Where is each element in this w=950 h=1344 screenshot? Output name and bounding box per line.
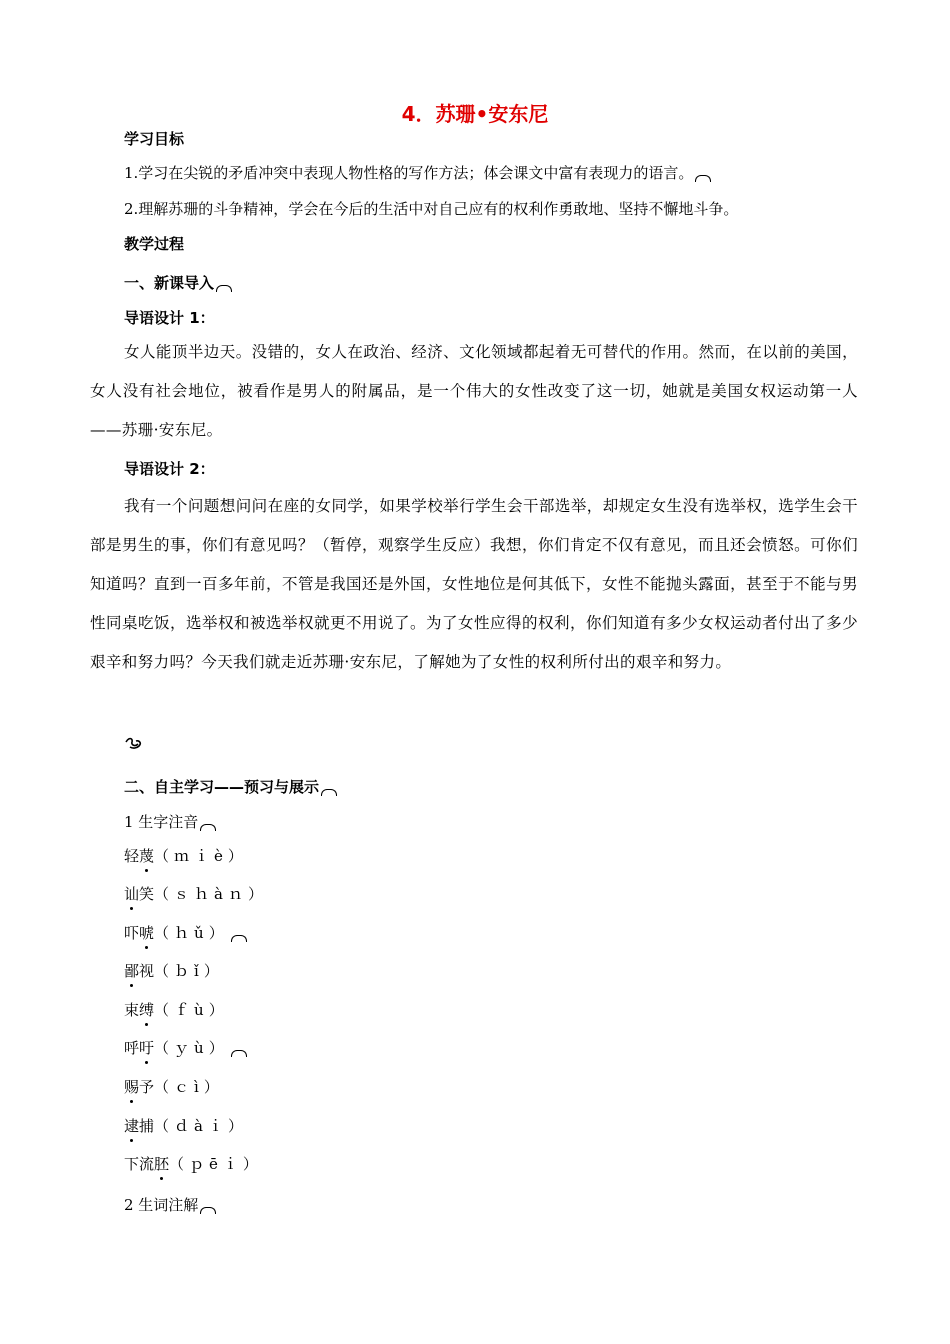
vocab-word: 束 [124,1001,140,1019]
glossary-heading-text: 2 生词注解 [124,1196,199,1214]
vocab-item [124,1115,248,1137]
section-heading-text: 一、新课导入 [124,274,215,292]
glossary-heading [124,1194,216,1216]
vocab-item [124,1076,224,1098]
objective-text: 1.学习在尖锐的矛盾冲突中表现人物性格的写作方法；体会课文中富有表现力的语言。 [124,164,694,182]
vocab-target-char: 讪 [124,885,140,903]
paragraph-mark-icon [216,285,232,292]
vocab-pinyin: （ｙù） [154,1039,229,1057]
vocab-target-char: 缚 [139,1001,155,1019]
intro-paragraph: 我有一个问题想问问在座的女同学，如果学校举行学生会干部选举，却规定女生没有选举权，选学生会干部是男生的事，你们有意见吗？（暂停，观察学生反应）我想，你们肯定不仅有意见，而且还会愤怒。可你们知道吗？直到一百多年前，不管是我国还是外国，女性地位是何其低下，女性不能抛头露面，甚至于不能与男性同桌吃饭，选举权和被选举权就更不用说了。为了女性应得的权利，你们知道有多少女权运动者付出了多少艰辛和努力吗？今天我们就走近苏珊·安东尼，了解她为了女性的权利所付出的艰辛和努力。 [90,497,858,671]
vocab-word: 予 [139,1078,155,1096]
vocab-word: 笑 [139,885,155,903]
vocab-pinyin: （ｍｉè） [154,847,248,865]
vocab-target-char: 唬 [139,924,155,942]
vocab-target-char: 胚 [154,1155,170,1173]
vocab-word: 视 [139,962,155,980]
vocab-item [124,1037,247,1059]
page-title: 4．苏珊•安东尼 [401,102,549,126]
vocab-word: 吓 [124,924,140,942]
vocab-pinyin: （ｂǐ） [154,962,224,980]
vocab-pinyin: （ｈǔ） [154,924,229,942]
section-heading [124,776,337,798]
vocab-item [124,999,229,1021]
vocab-item [124,883,268,905]
vocab-target-char: 吁 [139,1039,155,1057]
vocab-target-char: 鄙 [124,962,140,980]
paragraph-mark-icon [321,789,337,796]
vocab-heading-text: 1 生字注音 [124,813,199,831]
paragraph-mark-icon [231,1050,247,1057]
vocab-word: 下流 [124,1155,155,1173]
vocab-target-char: 蔑 [139,847,155,865]
vocab-target-char: 赐 [124,1078,140,1096]
paragraph-mark-icon [231,935,247,942]
vocab-pinyin: （ｆù） [154,1001,229,1019]
vocab-pinyin: （ｃì） [154,1078,224,1096]
intro-heading: 导语设计 2： [124,460,215,478]
vocab-item [124,960,224,982]
paragraph-mark-icon [200,824,216,831]
vocab-pinyin: （ｓｈàｎ） [154,885,268,903]
vocab-word: 捕 [139,1117,155,1135]
vocab-pinyin: （ｐēｉ） [169,1155,263,1173]
vocab-item [124,845,248,867]
paragraph-mark-icon [695,175,711,182]
section-heading-text: 二、自主学习——预习与展示 [124,778,320,796]
vocab-item [124,922,247,944]
vocab-target-char: 逮 [124,1117,140,1135]
vocab-pinyin: （ｄàｉ） [154,1117,248,1135]
paragraph-mark-icon [200,1207,216,1214]
vocab-heading [124,811,216,833]
vocab-word: 轻 [124,847,140,865]
vocab-item [124,1153,263,1175]
objective-item: 2.理解苏珊的斗争精神，学会在今后的生活中对自己应有的权利作勇敢地、坚持不懈地斗争。 [124,200,739,218]
vocab-word: 呼 [124,1039,140,1057]
intro-paragraph: 女人能顶半边天。没错的，女人在政治、经济、文化领域都起着无可替代的作用。然而，在以前的美国，女人没有社会地位，被看作是男人的附属品，是一个伟大的女性改变了这一切，她就是美国女权运动第一人——苏珊·安东尼。 [90,343,858,439]
process-heading: 教学过程 [124,235,185,253]
section-heading [124,272,232,294]
objective-item [124,162,711,184]
ornament-icon [124,736,144,752]
objectives-heading: 学习目标 [124,130,185,148]
intro-heading: 导语设计 1： [124,309,215,327]
